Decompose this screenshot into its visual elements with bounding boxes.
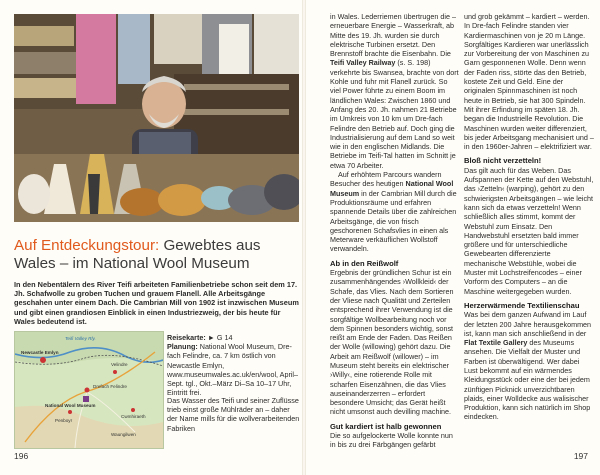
right-page	[304, 0, 600, 475]
map-label-penboyr: Penboyr	[55, 418, 73, 423]
page-number-left: 196	[14, 451, 29, 461]
right-column-b	[464, 12, 594, 422]
intro-paragraph: In den Nebentälern des River Teifi arbeiteten Familienbetriebe schon seit dem 17. Jh. Schafwolle zu groben Tuchen und grauem Flanell. Alle Arbeitsgänge geschahen unter einem Dach. Die Cambrian Mill von 1902 ist inzwischen Museum und gibt einen grandiosen Einblick in einen Industriezweig, der bis heute für Wales bedeutend ist.	[14, 280, 299, 326]
headline-accent: Auf Entdeckungstour:	[14, 237, 160, 254]
paragraph: und grob gekämmt – kardiert – werden. In Dre-fach Felindre standen vier Kardiermaschinen von je 20 m Länge. Sorgfältiges Kardieren war unerlässlich zur Vorbereitung der von Maschinen zu Garn gesponnenen Wolle. Denn wenn der Faden riss, störte das den Betrieb, kostete Zeit und Geld. Eine der originalen Spinnmaschinen ist noch heute in Betrieb, sie hat 300 Spindeln. Mit ihrer Erfindung im späten 18. Jh. began die Industrielle Revolution. Die Maschinen wurden weiter differenziert, bis jeder Arbeitsgang mechanisiert und – in den 1960er-Jahren – elektrifiziert war.	[464, 12, 594, 152]
text-span: in Wales. Lederriemen übertrugen die – erneuerbare Energie – Wasserkraft, ab Mitte des 19. Jh. wurden sie durch elektrische Turbinen ersetzt. Den Brennstoff brachte die Eisenbahn. Die	[330, 12, 456, 59]
map-label-velindre: Velindre	[111, 362, 128, 367]
paragraph	[330, 170, 459, 254]
bold-term: National Wool Museum	[330, 179, 454, 198]
text-span: des Museums ansehen. Die Vielfalt der Muster und Farben ist überwältigend. Wer dabei Lust bekommt auf ein wärmendes Kleidungsstück oder eine der bei jedem zünftigen Picknick unverzichtbaren plaids, einer Wolldecke aus walisischer Produktion, kann sich natürlich im Shop eindecken.	[464, 338, 591, 422]
headline-title: Gewebtes aus Wales – im National Wool Museum	[14, 237, 261, 272]
map-label-newcastle-emlyn: Newcastle Emlyn	[21, 350, 59, 355]
section-heading: Gut kardiert ist halb gewonnen	[330, 421, 442, 431]
reisekarte-value: ► G 14	[205, 333, 233, 342]
text-span: Auf erhöhtem Parcours wandern Besucher des heutigen	[330, 170, 442, 189]
text-span: in der Cambrian Mill durch die Produktionsräume und erfahren spannende Details über die zahlreichen Arbeitsgänge, die von frisch geschorenen Schafsvlies in einen als Meterware verkäuflichen Wollstoff verwandeln.	[330, 188, 457, 254]
planung-label: Planung:	[167, 342, 198, 352]
weaver-photo	[14, 14, 299, 222]
page-number-right: 197	[573, 451, 588, 461]
section-heading: Ab in den Reißwolf	[330, 258, 399, 268]
paragraph: Die so aufgelockerte Wolle konnte nun in bis zu drei Färbgängen gefärbt	[330, 431, 453, 450]
section-heading: Bloß nicht verzetteln!	[464, 156, 542, 166]
location-map	[14, 331, 164, 449]
map-label-cwmhiraeth: Cwmhiraeth	[121, 414, 146, 419]
planung-line	[167, 342, 302, 397]
paragraph: Ergebnis der gründlichen Schur ist ein zusammenhängendes ›Wollkleid‹ der Schafe, das Vlies. Nach dem Sortieren der Vliese nach Qualität und Zerteilen entsprechend ihrer Verwendung ist die sorgfältige Wollbearbeitung noch vor dem Spinnen besonders wichtig, sonst reißt am Ende der Faden. Das Reißen der Wolle (willowing) gehört dazu. Die Arbeit am Reißwolf (willower) – im Museum steht bereits ein elektrischer ›Willy‹, eine rotierende Rolle mit scharfen Eisenzähnen, die das Vlies auseinanderzerren – erfordert besondere Umsicht; das Gerät heißt nicht umsonst auch devilling machine.	[330, 268, 454, 417]
text-span: Was bei dem ganzen Aufwand im Lauf der letzten 200 Jahre herausgekommen ist, kann man sich anschließend in der	[464, 310, 592, 338]
weaver-photo-illustration	[14, 14, 299, 222]
reisekarte-label: Reisekarte:	[167, 333, 206, 342]
map-label-national-wool-museum: National Wool Museum	[45, 403, 96, 408]
text-span: (s. S. 198) verkehrte bis Swansea, brachte von dort Kohle und fuhr mit Flanell zurück. So viel Power führte zu einem Boom im ländlichen Wales: Zwischen 1860 und Anfang des 20. Jh. nahmen 21 Betriebe im Umkreis von 10 km um Dre-fach Felindre den Betrieb auf. Doch ging die Industrialisierung auf dem Land so weit wie in den englischen Midlands. Die Betriebe im Teifi-Tal hatten im Schnitt je etwa 70 Arbeiter.	[330, 58, 459, 170]
article-headline	[14, 237, 304, 273]
map-label-river: Teifi Valley Rly.	[65, 336, 96, 341]
planung-text: National Wool Museum, Dre-fach Felindre, ca. 7 km östlich von Newcastle Emlyn, www.museumwales.ac.uk/en/wool, April–Sept. tgl., Okt.–März Di–Sa 10–17 Uhr, Eintritt frei.	[167, 342, 299, 398]
paragraph	[464, 310, 594, 422]
paragraph	[330, 12, 459, 170]
paragraph: Das gilt auch für das Weben. Das Aufspannen der Kette auf den Webstuhl, das ›Zetteln‹ (warping), gehört zu den schwierigsten Arbeitsgängen – wie leicht kann sich da etwas verzetteln! Wenn schließlich alles stimmt, kommt der Webstuhl zum Einsatz. Den Handwebstuhl ersetzten bald immer größere und für unterschiedliche Gewebearten differenzierte mechanische Webstühle, wobei die Muster mit Lochstreifencodes – einer Vorform des Computers – an die Maschine weitergegeben wurden.	[464, 165, 594, 296]
reisekarte-line	[167, 333, 302, 342]
right-column-a	[330, 12, 459, 450]
section-heading: Herzerwärmende Textilienschau	[464, 300, 580, 310]
left-column-text: Das Wasser des Teifi und seiner Zuflüsse trieb einst große Mühlräder an – daher der Name mills für die wollverarbeitenden Fabriken	[167, 396, 300, 433]
map-label-waungilwen: Waungilwen	[111, 432, 136, 437]
planning-info-box	[167, 333, 302, 397]
bold-term: Teifi Valley Railway	[330, 58, 396, 68]
map-label-drefach-felindre: Drefach Felindre	[93, 384, 127, 389]
bold-term: Flat Textile Gallery	[464, 338, 528, 348]
